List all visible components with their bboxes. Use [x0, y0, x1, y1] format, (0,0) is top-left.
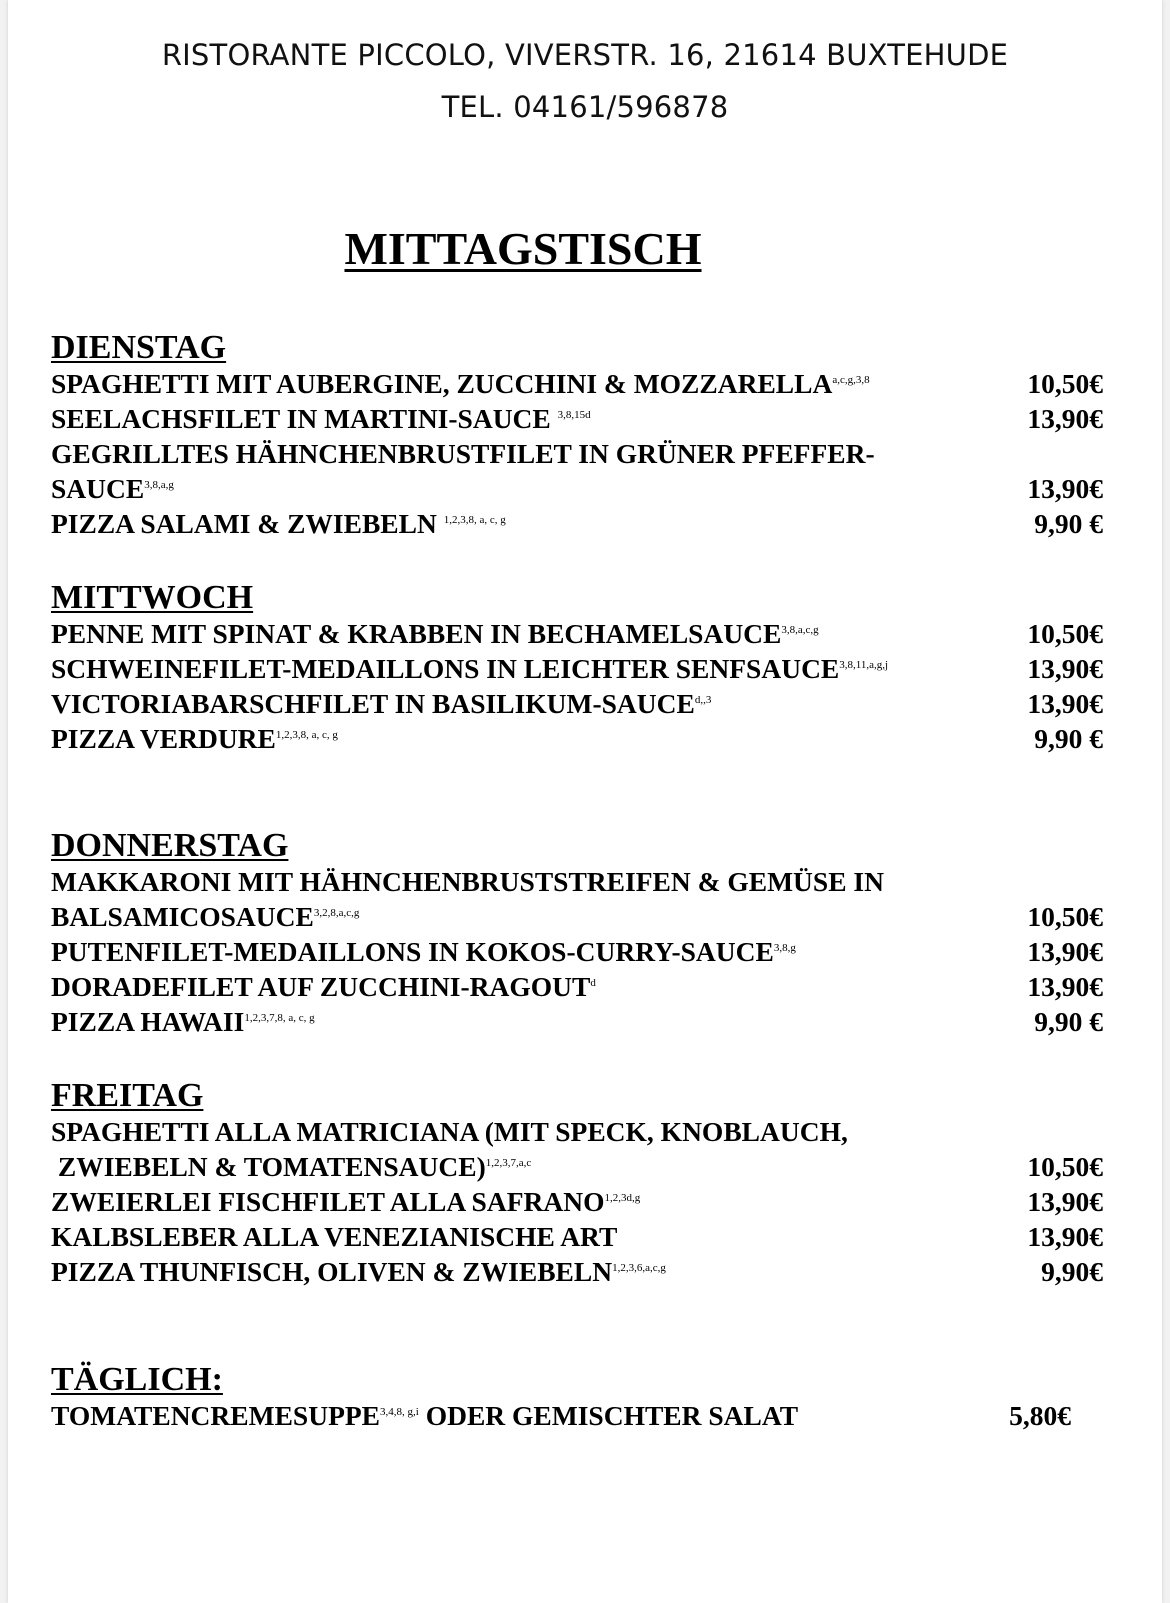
item-name-text: PIZZA HAWAII — [51, 1006, 245, 1037]
item-name-text: DORADEFILET AUF ZUCCHINI-RAGOUT — [51, 971, 591, 1002]
item-price: 13,90€ — [1027, 1186, 1103, 1217]
item-price: 13,90€ — [1027, 688, 1103, 719]
item-price: 13,90€ — [1027, 971, 1103, 1002]
day-section-mittwoch — [51, 580, 1111, 756]
item-name-line — [51, 616, 1111, 651]
day-title: MITTWOCH — [51, 579, 254, 616]
item-name-line — [51, 1184, 1111, 1219]
item-name-line — [51, 1149, 1111, 1184]
item-name-part: ODER GEMISCHTER SALAT — [418, 1400, 799, 1431]
item-price: 9,90€ — [1041, 1256, 1103, 1287]
day-section-dienstag — [51, 330, 1111, 541]
menu-item — [51, 616, 1111, 651]
allergen-codes: 1,2,3,7,a,c — [485, 1157, 532, 1169]
item-price: 13,90€ — [1027, 403, 1103, 434]
item-name-line — [51, 436, 1111, 471]
allergen-codes: 1,2,3d,g — [604, 1192, 641, 1204]
allergen-codes: 3,4,8, g,i — [380, 1406, 419, 1418]
item-name-line — [51, 864, 1111, 899]
menu-item — [51, 969, 1111, 1004]
item-price: 13,90€ — [1027, 1221, 1103, 1252]
item-name-line — [51, 651, 1111, 686]
item-name-line — [51, 686, 1111, 721]
item-price: 13,90€ — [1027, 473, 1103, 504]
item-price: 13,90€ — [1027, 936, 1103, 967]
allergen-codes: d — [590, 977, 596, 989]
item-name-line — [51, 1114, 1111, 1149]
day-title: DONNERSTAG — [51, 827, 289, 864]
item-name-text: PUTENFILET-MEDAILLONS IN KOKOS-CURRY-SAUCE — [51, 936, 774, 967]
item-name — [51, 1398, 1111, 1433]
restaurant-address: RISTORANTE PICCOLO, VIVERSTR. 16, 21614 BUXTEHUDE — [161, 38, 1009, 72]
item-name-text: ZWIEBELN & TOMATENSAUCE) — [51, 1151, 486, 1182]
allergen-codes: d,,3 — [694, 694, 712, 706]
menu-item — [51, 506, 1111, 541]
item-name-text: SPAGHETTI ALLA MATRICIANA (MIT SPECK, KNOBLAUCH, — [51, 1116, 848, 1147]
item-name-text: KALBSLEBER ALLA VENEZIANISCHE ART — [51, 1221, 618, 1252]
item-name-line — [51, 1004, 1111, 1039]
day-title: DIENSTAG — [51, 329, 227, 366]
menu-item — [51, 1004, 1111, 1039]
item-name-text: BALSAMICOSAUCE — [51, 901, 314, 932]
item-name-line — [51, 1219, 1111, 1254]
item-name-text: PENNE MIT SPINAT & KRABBEN IN BECHAMELSAUCE — [51, 618, 782, 649]
item-name-part: TOMATENCREMESUPPE — [51, 1400, 381, 1431]
allergen-codes: 3,8,a,g — [144, 479, 174, 491]
allergen-codes: 1,2,3,6,a,c,g — [612, 1262, 666, 1274]
menu-item — [51, 366, 1111, 401]
item-name-text: PIZZA THUNFISCH, OLIVEN & ZWIEBELN — [51, 1256, 613, 1287]
item-name-text: MAKKARONI MIT HÄHNCHENBRUSTSTREIFEN & GEMÜSE IN — [51, 866, 884, 897]
allergen-codes: 3,8,11,a,g,j — [839, 659, 889, 671]
item-name-line — [51, 471, 1111, 506]
menu-item — [51, 436, 1111, 506]
allergen-codes: 3,8,a,c,g — [781, 624, 819, 636]
item-price: 10,50€ — [1027, 368, 1103, 399]
menu-item — [51, 1254, 1111, 1289]
item-name-text: PIZZA SALAMI & ZWIEBELN — [51, 508, 444, 539]
menu-item — [51, 1184, 1111, 1219]
item-name-text: SCHWEINEFILET-MEDAILLONS IN LEICHTER SENFSAUCE — [51, 653, 840, 684]
menu-page — [8, 0, 1162, 1603]
item-name-text: VICTORIABARSCHFILET IN BASILIKUM-SAUCE — [51, 688, 695, 719]
allergen-codes: 3,2,8,a,c,g — [313, 907, 360, 919]
allergen-codes: a,c,g,3,8 — [832, 374, 870, 386]
day-title: FREITAG — [51, 1077, 204, 1114]
daily-section — [51, 1362, 1111, 1433]
item-price: 13,90€ — [1027, 653, 1103, 684]
menu-item — [51, 401, 1111, 436]
allergen-codes: 1,2,3,8, a, c, g — [275, 729, 338, 741]
item-name-line — [51, 1254, 1111, 1289]
item-name-line — [51, 969, 1111, 1004]
item-price: 9,90 € — [1034, 1006, 1103, 1037]
item-name-text: ZWEIERLEI FISCHFILET ALLA SAFRANO — [51, 1186, 605, 1217]
allergen-codes: 3,8,15d — [557, 409, 591, 421]
item-price: 9,90 € — [1034, 508, 1103, 539]
menu-item — [51, 934, 1111, 969]
allergen-codes: 1,2,3,8, a, c, g — [443, 514, 506, 526]
item-name-line — [51, 721, 1111, 756]
day-section-donnerstag — [51, 828, 1111, 1039]
item-name-text: SEELACHSFILET IN MARTINI-SAUCE — [51, 403, 558, 434]
menu-item — [51, 1398, 1111, 1433]
menu-item — [51, 1219, 1111, 1254]
item-name-line — [51, 401, 1111, 436]
menu-item — [51, 864, 1111, 934]
menu-item — [51, 651, 1111, 686]
menu-item — [51, 1114, 1111, 1184]
menu-item — [51, 686, 1111, 721]
menu-title: MITTAGSTISCH — [344, 223, 702, 274]
item-price: 10,50€ — [1027, 618, 1103, 649]
item-name-text: SAUCE — [51, 473, 145, 504]
restaurant-phone: TEL. 04161/596878 — [441, 90, 729, 124]
day-title: TÄGLICH: — [51, 1361, 223, 1398]
item-name-line — [51, 506, 1111, 541]
item-name-text: PIZZA VERDURE — [51, 723, 276, 754]
item-price: 10,50€ — [1027, 901, 1103, 932]
item-name-text: GEGRILLTES HÄHNCHENBRUSTFILET IN GRÜNER PFEFFER- — [51, 438, 875, 469]
allergen-codes: 3,8,g — [773, 942, 796, 954]
item-price: 10,50€ — [1027, 1151, 1103, 1182]
item-name-text: SPAGHETTI MIT AUBERGINE, ZUCCHINI & MOZZARELLA — [51, 368, 833, 399]
item-name-line — [51, 934, 1111, 969]
allergen-codes: 1,2,3,7,8, a, c, g — [244, 1012, 315, 1024]
menu-item — [51, 721, 1111, 756]
item-price: 5,80€ — [1009, 1400, 1071, 1431]
day-section-freitag — [51, 1078, 1111, 1289]
item-name-line — [51, 899, 1111, 934]
item-price: 9,90 € — [1034, 723, 1103, 754]
item-name-line — [51, 366, 1111, 401]
